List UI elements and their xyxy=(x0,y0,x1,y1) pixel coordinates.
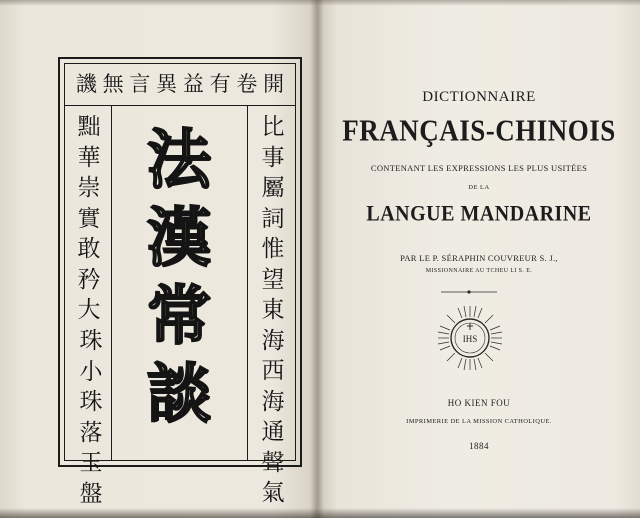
title-char: 談 xyxy=(147,357,211,432)
column-char: 實 xyxy=(77,205,101,232)
column-char: 比 xyxy=(261,114,285,140)
column-divider xyxy=(247,106,248,460)
column-char: 詞 xyxy=(261,205,285,232)
band-char: 譏 xyxy=(75,72,97,96)
column-char: 盤 xyxy=(79,480,103,507)
column-char: 西 xyxy=(261,358,285,384)
title-char: 法 xyxy=(147,123,211,198)
left-column-b xyxy=(71,326,111,509)
band-char: 開 xyxy=(263,72,285,96)
emblem-text: IHS xyxy=(462,334,478,344)
chinese-title-inner-frame xyxy=(64,63,296,507)
columns-area xyxy=(65,106,295,507)
main-title: FRANÇAIS-CHINOIS xyxy=(342,112,616,148)
dictionnaire-heading: DICTIONNAIRE xyxy=(422,89,536,105)
column-char: 海 xyxy=(261,388,285,415)
column-char: 屬 xyxy=(261,175,285,201)
author-line: PAR LE P. SÉRAPHIN COUVREUR S. J., xyxy=(400,253,558,263)
page-top-edge xyxy=(0,0,640,6)
column-char: 東 xyxy=(261,297,285,323)
top-inscription-band xyxy=(65,64,295,106)
place-line: HO KIEN FOU xyxy=(447,398,511,408)
column-char: 通 xyxy=(261,419,285,445)
column-char: 氣 xyxy=(261,480,285,506)
column-char: 聲 xyxy=(261,449,285,476)
subtitle-de-la: DE LA xyxy=(468,184,490,191)
chinese-main-title xyxy=(123,122,235,434)
missionary-line: MISSIONNAIRE AU TCHEU LI S. E. xyxy=(425,268,533,274)
column-char: 小 xyxy=(79,358,103,385)
langue-mandarine-title: LANGUE MANDARINE xyxy=(366,201,592,227)
band-char: 異 xyxy=(156,72,178,96)
page-bottom-edge xyxy=(0,508,640,518)
column-char: 望 xyxy=(261,266,285,293)
column-char: 華 xyxy=(77,144,101,171)
column-divider xyxy=(111,106,112,460)
press-line: IMPRIMERIE DE LA MISSION CATHOLIQUE. xyxy=(406,418,552,425)
column-char: 珠 xyxy=(79,389,103,415)
title-char: 常 xyxy=(147,279,211,354)
subtitle-contenant: CONTENANT LES EXPRESSIONS LES PLUS USITÉES xyxy=(370,163,588,173)
right-column xyxy=(253,112,293,509)
column-char: 崇 xyxy=(77,175,101,201)
band-char: 無 xyxy=(102,72,124,96)
column-char: 落 xyxy=(79,419,103,446)
band-char: 言 xyxy=(129,72,151,96)
band-char: 有 xyxy=(209,72,231,96)
ornamental-rule xyxy=(441,290,497,294)
column-char: 事 xyxy=(261,144,285,171)
column-char: 大 xyxy=(77,297,101,323)
column-char: 矜 xyxy=(77,266,101,293)
column-char: 敢 xyxy=(77,236,101,262)
ihs-sunburst-emblem xyxy=(437,305,503,371)
band-char: 卷 xyxy=(236,72,258,96)
column-char: 珠 xyxy=(79,328,103,354)
column-char: 惟 xyxy=(261,236,285,262)
year-line: 1884 xyxy=(469,441,489,451)
column-char: 海 xyxy=(261,327,285,354)
title-char: 漢 xyxy=(147,201,211,276)
column-char: 玉 xyxy=(79,450,103,476)
band-char: 益 xyxy=(182,72,204,96)
left-column-a xyxy=(69,112,109,326)
chinese-title-frame xyxy=(58,57,302,507)
column-char: 黜 xyxy=(77,114,101,140)
